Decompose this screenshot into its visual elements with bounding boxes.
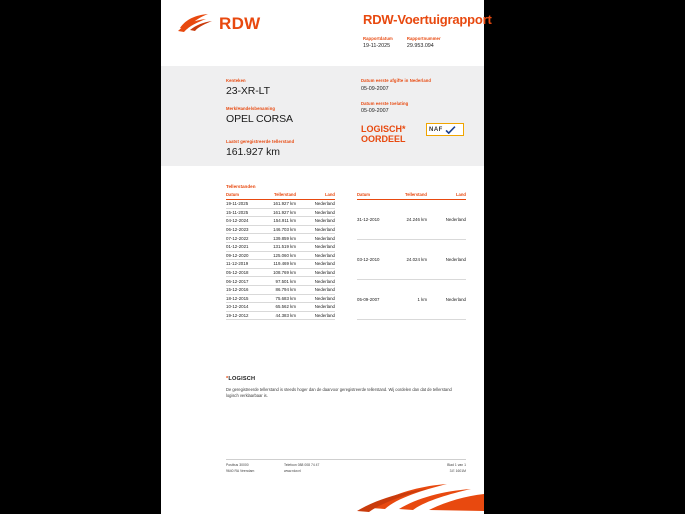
field-label: Laatst geregistreerde tellerstand xyxy=(226,139,295,144)
right-gutter xyxy=(484,0,685,514)
table-cell: Nederland xyxy=(302,285,335,294)
table-cell: 19-12-2012 xyxy=(226,311,263,320)
meta-label: Rapportdatum xyxy=(363,36,393,41)
table-row xyxy=(226,303,335,312)
table-row xyxy=(226,225,335,234)
footer-contact xyxy=(284,463,374,474)
table-cell: 161.927 km xyxy=(263,208,302,217)
report-sheet xyxy=(161,0,492,514)
page-title: RDW-Voertuigrapport xyxy=(363,12,492,27)
table-cell: 65.562 km xyxy=(263,303,302,312)
table-cell: Nederland xyxy=(302,225,335,234)
meta-label: Rapportnummer xyxy=(406,36,441,41)
column-header-land: Land xyxy=(302,192,335,200)
check-mark-icon xyxy=(445,126,456,134)
table-cell: 44.383 km xyxy=(263,311,302,320)
report-footer xyxy=(161,459,484,474)
column-header-datum: Datum xyxy=(357,192,394,200)
rdw-logo xyxy=(178,13,261,33)
footer-address xyxy=(226,463,284,474)
table-cell: Nederland xyxy=(433,240,466,280)
field-datum-eerste-toelating xyxy=(361,101,481,115)
table-cell: 04-12-2024 xyxy=(226,217,263,226)
table-header-row xyxy=(226,192,335,200)
table-cell: 31-12-2010 xyxy=(357,200,394,240)
field-kenteken xyxy=(226,78,356,97)
table-cell: Nederland xyxy=(302,234,335,243)
table-row xyxy=(357,280,466,320)
left-gutter xyxy=(0,0,161,514)
table-cell: 139.859 km xyxy=(263,234,302,243)
footer-page-number: Blad 1 van 1 xyxy=(447,463,466,468)
table-row xyxy=(357,200,466,240)
table-cell: 75.683 km xyxy=(263,294,302,303)
field-value: 23-XR-LT xyxy=(226,85,270,97)
footer-form-code: 3.E 1601M xyxy=(449,468,466,473)
table-cell: Nederland xyxy=(302,242,335,251)
table-cell: 86.794 km xyxy=(263,285,302,294)
title-block xyxy=(363,12,492,49)
table-cell: Nederland xyxy=(433,280,466,320)
table-row xyxy=(226,268,335,277)
table-cell: 07-12-2022 xyxy=(226,234,263,243)
meta-rapportdatum xyxy=(363,36,393,49)
table-cell: Nederland xyxy=(302,260,335,269)
panel-right-column xyxy=(361,78,481,123)
table-cell: 01-12-2021 xyxy=(226,242,263,251)
odometer-tables-section xyxy=(161,184,484,320)
table-row xyxy=(226,285,335,294)
table-cell: Nederland xyxy=(302,311,335,320)
table-cell: Nederland xyxy=(302,200,335,209)
field-value: OPEL CORSA xyxy=(226,113,293,125)
report-header xyxy=(161,0,492,56)
field-merk-handelsbenaming xyxy=(226,106,356,125)
field-label: Datum eerste toelating xyxy=(361,100,409,106)
table-cell: 06-12-2023 xyxy=(226,225,263,234)
table-cell: 15-12-2016 xyxy=(226,285,263,294)
field-laatst-geregistreerde-tellerstand xyxy=(226,139,356,158)
field-value: 05-09-2007 xyxy=(361,108,389,114)
footnote-block xyxy=(161,376,484,399)
table-cell: 19-11-2025 xyxy=(226,200,263,209)
column-header-tellerstand: Tellerstand xyxy=(263,192,302,200)
rdw-swoosh-logo-icon xyxy=(178,13,216,33)
table-cell: 09-12-2020 xyxy=(226,251,263,260)
table-cell: 125.060 km xyxy=(263,251,302,260)
table-row xyxy=(357,240,466,280)
verdict-line-2: OORDEEL xyxy=(361,134,406,145)
table-cell: 10-12-2014 xyxy=(226,303,263,312)
field-value: 05-09-2007 xyxy=(361,85,389,92)
column-header-datum: Datum xyxy=(226,192,263,200)
header-meta-row xyxy=(363,36,492,49)
field-label: Merk/Handelsbenaming xyxy=(226,106,276,111)
table-cell: 05-12-2018 xyxy=(226,268,263,277)
table-cell: Nederland xyxy=(302,251,335,260)
column-header-tellerstand: Tellerstand xyxy=(394,192,433,200)
naf-badge-label: NAF xyxy=(429,126,443,133)
footer-swoosh-decoration xyxy=(161,478,484,514)
table-cell: 05-09-2007 xyxy=(357,280,394,320)
table-row xyxy=(226,311,335,320)
table-row xyxy=(226,294,335,303)
field-datum-eerste-afgifte-nederland xyxy=(361,78,481,92)
table-cell: 11-12-2019 xyxy=(226,260,263,269)
table-cell: 06-12-2017 xyxy=(226,277,263,286)
table-cell: 131.519 km xyxy=(263,242,302,251)
field-label: Kenteken xyxy=(226,78,246,83)
rdw-swoosh-footer-icon xyxy=(161,478,484,514)
table-cell: 119.469 km xyxy=(263,260,302,269)
footnote-title-text: LOGISCH xyxy=(228,376,256,383)
table-row xyxy=(226,242,335,251)
table-cell: Nederland xyxy=(302,268,335,277)
odometer-table-left xyxy=(226,192,335,320)
table-cell: 154.911 km xyxy=(263,217,302,226)
table-row xyxy=(226,208,335,217)
table-cell: 24.246 km xyxy=(394,200,433,240)
table-row xyxy=(226,217,335,226)
table-cell: 18-12-2015 xyxy=(226,294,263,303)
table-cell: 161.927 km xyxy=(263,200,302,209)
field-label: Datum eerste afgifte in Nederland xyxy=(361,78,432,83)
table-header-row xyxy=(357,192,466,200)
table-cell: 146.703 km xyxy=(263,225,302,234)
meta-value: 29.953.094 xyxy=(406,43,434,49)
table-cell: 1 km xyxy=(394,280,433,320)
field-value: 161.927 km xyxy=(226,146,280,158)
panel-left-column xyxy=(226,78,356,167)
footnote-title xyxy=(226,376,454,382)
footer-phone: Telefoon 088 008 74 47 xyxy=(284,463,320,468)
table-cell: Nederland xyxy=(302,303,335,312)
rdw-logo-text: RDW xyxy=(219,13,261,33)
verdict-badge xyxy=(361,124,406,145)
naf-badge xyxy=(426,123,464,136)
odometer-table-right xyxy=(357,192,466,320)
footer-website: www.rdw.nl xyxy=(284,468,301,473)
footnote-star: * xyxy=(226,376,229,383)
table-cell: 97.501 km xyxy=(263,277,302,286)
footer-address-line-1: Postbus 30000 xyxy=(226,463,249,468)
vehicle-summary-panel xyxy=(161,66,484,166)
footer-pagination xyxy=(447,463,466,474)
meta-value: 19-11-2025 xyxy=(363,43,391,49)
table-cell: 03-12-2010 xyxy=(357,240,394,280)
verdict-line-1: LOGISCH* xyxy=(361,124,406,134)
table-cell: Nederland xyxy=(302,217,335,226)
table-cell: Nederland xyxy=(302,208,335,217)
table-cell: Nederland xyxy=(302,294,335,303)
table-row xyxy=(226,200,335,209)
table-row xyxy=(226,260,335,269)
table-row xyxy=(226,251,335,260)
table-cell: Nederland xyxy=(433,200,466,240)
table-row xyxy=(226,277,335,286)
column-header-land: Land xyxy=(433,192,466,200)
table-cell: 15-11-2025 xyxy=(226,208,263,217)
table-cell: Nederland xyxy=(302,277,335,286)
table-cell: 24.024 km xyxy=(394,240,433,280)
footer-address-line-2: 9640 RA Veendam xyxy=(226,468,255,473)
table-cell: 108.769 km xyxy=(263,268,302,277)
table-row xyxy=(226,234,335,243)
footnote-body: De geregistreerde tellerstand is steeds hoger dan de daarvoor geregistreerde tellerstand. Wij oordelen dan dat de tellerstand logisch verklaarbaar is. xyxy=(226,387,452,399)
meta-rapportnummer xyxy=(407,36,441,49)
section-title: Tellerstanden xyxy=(226,184,256,189)
